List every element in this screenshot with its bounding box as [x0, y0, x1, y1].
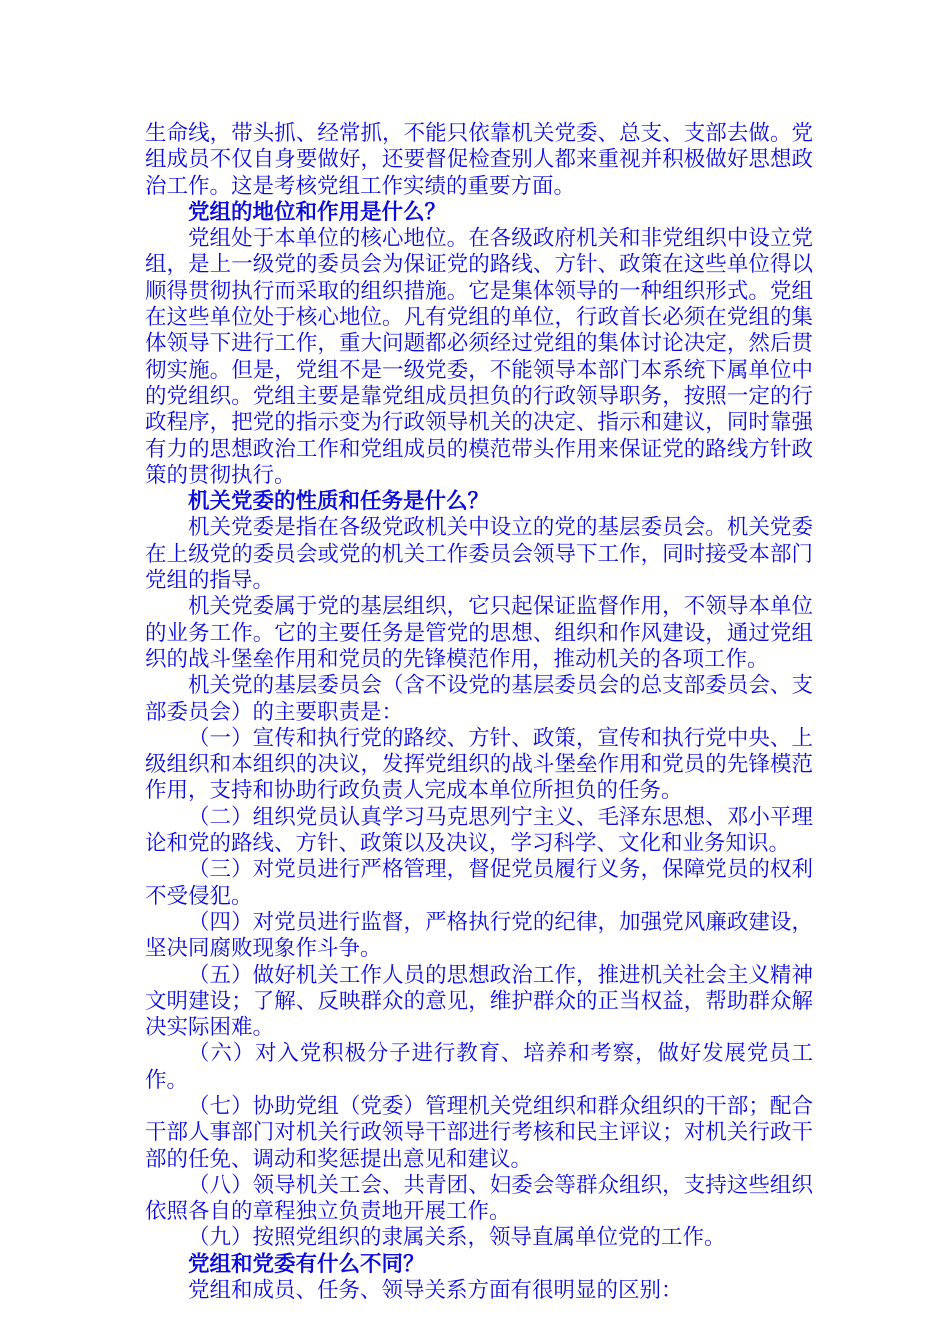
intro-paragraph: 生命线，带头抓、经常抓，不能只依靠机关党委、总支、支部去做。党组成员不仅自身要做好，还要督促检查别人都来重视并积极做好思想政治工作。这是考核党组工作实绩的重要方面。: [145, 121, 813, 199]
duty-item: （二）组织党员认真学习马克思列宁主义、毛泽东思想、邓小平理论和党的路线、方针、政策以及决议，学习科学、文化和业务知识。: [145, 804, 813, 857]
duty-item: （七）协助党组（党委）管理机关党组织和群众组织的干部；配合干部人事部门对机关行政领导干部进行考核和民主评议；对机关行政干部的任免、调动和奖惩提出意见和建议。: [145, 1093, 813, 1172]
paragraph-duties-intro: 机关党的基层委员会（含不设党的基层委员会的总支部委员会、支部委员会）的主要职责是：: [145, 673, 813, 725]
duty-item: （九）按照党组织的隶属关系，领导直属单位党的工作。: [188, 1225, 726, 1251]
paragraph-group-vs-committee: 党组和成员、任务、领导关系方面有很明显的区别：: [188, 1278, 683, 1304]
duty-item: （一）宣传和执行党的路绞、方针、政策，宣传和执行党中央、上级组织和本组织的决议，发挥党组织的战斗堡垒作用和党员的先锋模范作用，支持和协助行政负责人完成本单位所担负的任务。: [145, 725, 813, 804]
section-heading-organ-committee: 机关党委的性质和任务是什么？: [188, 489, 490, 515]
document-body: [145, 121, 813, 1304]
duty-item: （四）对党员进行监督，严格执行党的纪律，加强党风廉政建设，坚决同腐败现象作斗争。: [145, 909, 813, 962]
paragraph-party-group-role: 党组处于本单位的核心地位。在各级政府机关和非党组织中设立党组，是上一级党的委员会为保证党的路线、方针、政策在这些单位得以顺得贯彻执行而采取的组织措施。它是集体领导的一种组织形式。党组在这些单位处于核心地位。凡有党组的单位，行政首长必须在党组的集体领导下进行工作，重大问题都必须经过党组的集体讨论决定，然后贯彻实施。但是，党组不是一级党委，不能领导本部门本系统下属单位中的党组织。党组主要是靠党组成员担负的行政领导职务，按照一定的行政程序，把党的指示变为行政领导机关的决定、指示和建议，同时靠强有力的思想政治工作和党组成员的模范带头作用来保证党的路线方针政策的贯彻执行。: [145, 226, 813, 488]
paragraph-organ-committee-definition: 机关党委是指在各级党政机关中设立的党的基层委员会。机关党委在上级党的委员会或党的机关工作委员会领导下工作，同时接受本部门党组的指导。: [145, 515, 813, 594]
section-heading-party-group-role: 党组的地位和作用是什么？: [188, 199, 447, 225]
duty-item: （五）做好机关工作人员的思想政治工作，推进机关社会主义精神文明建设；了解、反映群众的意见，维护群众的正当权益，帮助群众解决实际困难。: [145, 962, 813, 1041]
duty-item: （三）对党员进行严格管理，督促党员履行义务，保障党员的权利不受侵犯。: [145, 857, 813, 909]
section-heading-group-vs-committee: 党组和党委有什么不同？: [188, 1251, 425, 1277]
paragraph-organ-committee-tasks: 机关党委属于党的基层组织，它只起保证监督作用，不领导本单位的业务工作。它的主要任务是管党的思想、组织和作风建设，通过党组织的战斗堡垒作用和党员的先锋模范作用，推动机关的各项工作。: [145, 594, 813, 672]
duty-item: （八）领导机关工会、共青团、妇委会等群众组织，支持这些组织依照各自的章程独立负责地开展工作。: [145, 1172, 813, 1225]
duty-item: （六）对入党积极分子进行教育、培养和考察，做好发展党员工作。: [145, 1041, 813, 1093]
